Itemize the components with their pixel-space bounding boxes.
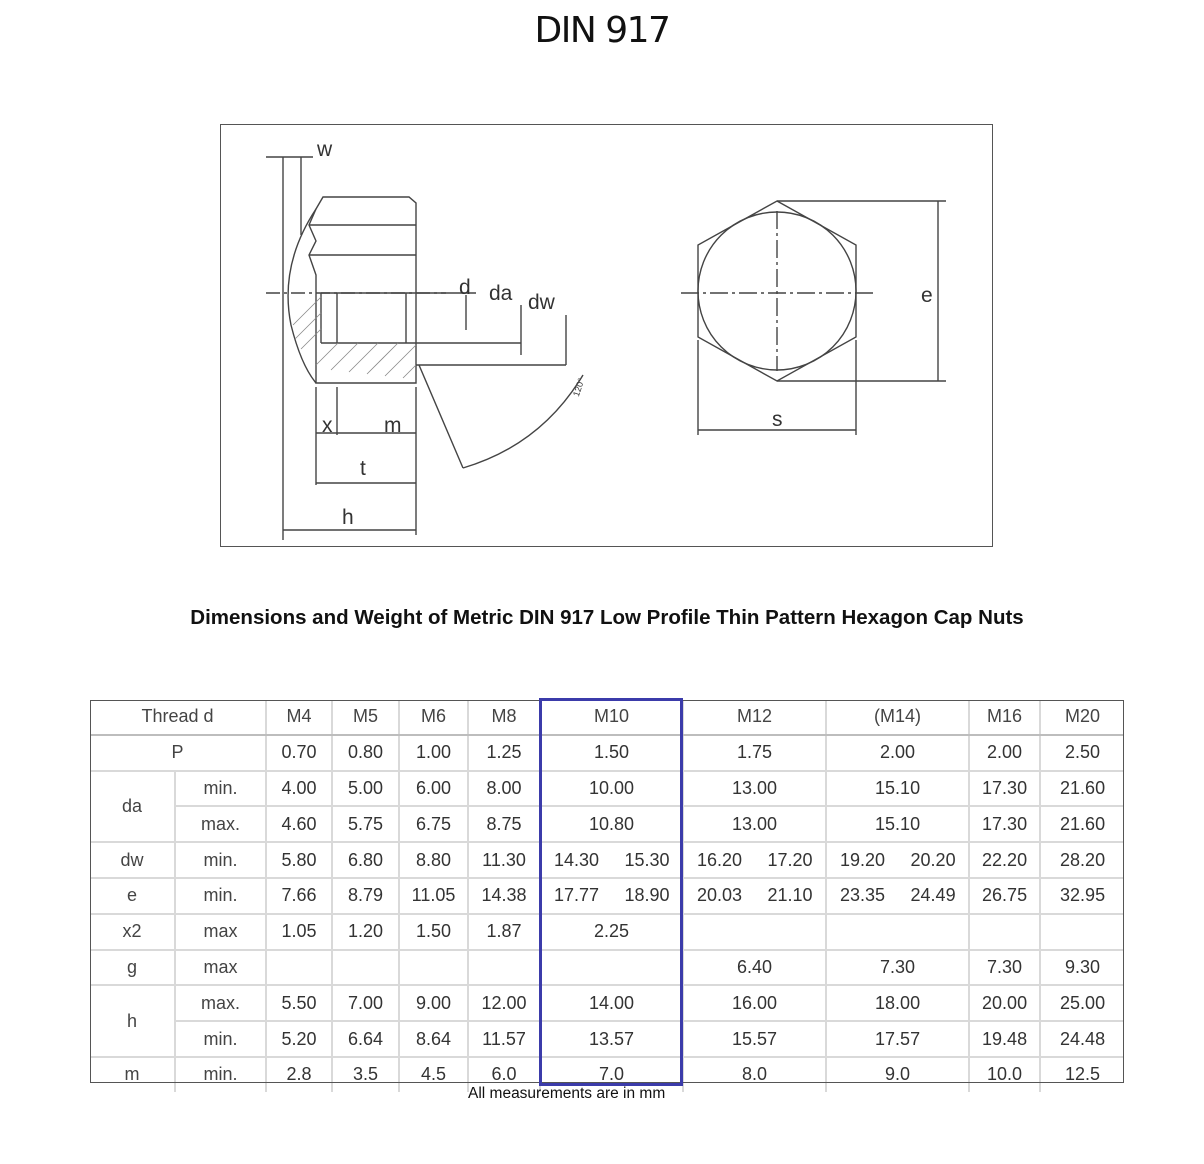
- page-title: DIN 917: [534, 10, 670, 51]
- table-cell: 21.60: [1040, 806, 1124, 842]
- row-qualifier: max.: [175, 806, 266, 842]
- row-qualifier: min.: [175, 878, 266, 914]
- s-label: s: [772, 408, 783, 431]
- table-row-p: [90, 735, 1124, 771]
- table-cell: 5.20: [266, 1021, 332, 1057]
- table-cell: 18.90: [612, 878, 683, 914]
- e-label: e: [921, 284, 933, 307]
- table-header-row: [90, 700, 1124, 735]
- table-cell: 5.80: [266, 842, 332, 878]
- table-cell: 8.80: [399, 842, 468, 878]
- table-cell: 5.00: [332, 771, 399, 807]
- table-cell: 1.05: [266, 914, 332, 950]
- size-header: M4: [266, 700, 332, 735]
- w-label: w: [317, 138, 333, 161]
- row-qualifier: max.: [175, 985, 266, 1021]
- table-cell: 6.40: [683, 950, 826, 986]
- table-cell: 1.20: [332, 914, 399, 950]
- table-cell: 7.30: [826, 950, 969, 986]
- table-cell: 24.49: [898, 878, 969, 914]
- row-group-label: e: [90, 878, 175, 914]
- table-cell: 7.00: [332, 985, 399, 1021]
- thread-d-header: Thread d: [90, 700, 266, 735]
- x-label: x: [322, 414, 333, 437]
- measurement-footnote: All measurements are in mm: [468, 1085, 666, 1102]
- table-cell: 17.77: [540, 878, 612, 914]
- table-cell: 20.00: [969, 985, 1040, 1021]
- table-cell: 6.0: [468, 1057, 540, 1092]
- row-qualifier: max: [175, 914, 266, 950]
- table-cell-empty: [332, 950, 399, 986]
- table-cell: 10.80: [540, 806, 683, 842]
- table-cell: 1.25: [468, 735, 540, 771]
- table-cell: 0.80: [332, 735, 399, 771]
- size-header: M5: [332, 700, 399, 735]
- table-cell: 13.00: [683, 771, 826, 807]
- row-group-label: da: [90, 771, 175, 843]
- table-cell: 13.00: [683, 806, 826, 842]
- table-cell: 10.00: [540, 771, 683, 807]
- table-cell: 14.00: [540, 985, 683, 1021]
- table-row-dw-min: [90, 842, 1124, 878]
- table-cell: 7.66: [266, 878, 332, 914]
- table-cell: 9.00: [399, 985, 468, 1021]
- table-cell: 25.00: [1040, 985, 1124, 1021]
- table-cell: 2.8: [266, 1057, 332, 1092]
- table-cell-empty: [969, 914, 1040, 950]
- table-cell-empty: [266, 950, 332, 986]
- table-cell: 1.50: [399, 914, 468, 950]
- m-label: m: [384, 414, 402, 437]
- table-cell: 26.75: [969, 878, 1040, 914]
- table-cell: 11.57: [468, 1021, 540, 1057]
- row-group-label: dw: [90, 842, 175, 878]
- cap-nut-diagram: [221, 125, 994, 548]
- row-qualifier: min.: [175, 1021, 266, 1057]
- size-header: M20: [1040, 700, 1124, 735]
- table-cell: 14.30: [540, 842, 612, 878]
- angle-label: 120°: [571, 376, 587, 398]
- table-row-x2-max: [90, 914, 1124, 950]
- table-cell: 19.48: [969, 1021, 1040, 1057]
- t-label: t: [360, 457, 366, 480]
- table-cell: 8.64: [399, 1021, 468, 1057]
- technical-drawing: [220, 124, 993, 547]
- table-cell: 12.5: [1040, 1057, 1124, 1092]
- table-cell: 32.95: [1040, 878, 1124, 914]
- table-row-da-min: [90, 771, 1124, 807]
- row-group-label: m: [90, 1057, 175, 1092]
- row-qualifier: min.: [175, 1057, 266, 1092]
- table-cell: 6.00: [399, 771, 468, 807]
- table-cell: 15.10: [826, 771, 969, 807]
- size-header: M8: [468, 700, 540, 735]
- table-cell: 2.50: [1040, 735, 1124, 771]
- table-cell: 11.30: [468, 842, 540, 878]
- table-cell: 21.60: [1040, 771, 1124, 807]
- table-cell: 24.48: [1040, 1021, 1124, 1057]
- h-label: h: [342, 506, 354, 529]
- table-cell: 20.20: [898, 842, 969, 878]
- table-cell: 9.30: [1040, 950, 1124, 986]
- table-cell: 6.75: [399, 806, 468, 842]
- row-group-label: g: [90, 950, 175, 986]
- table-cell: 7.0: [540, 1057, 683, 1092]
- table-cell-empty: [540, 950, 683, 986]
- table-cell: 2.00: [969, 735, 1040, 771]
- table-cell: 7.30: [969, 950, 1040, 986]
- row-qualifier: min.: [175, 771, 266, 807]
- table-cell: 2.25: [540, 914, 683, 950]
- table-cell: 1.87: [468, 914, 540, 950]
- table-cell: 15.10: [826, 806, 969, 842]
- da-label: da: [489, 282, 513, 305]
- table-cell-empty: [1040, 914, 1124, 950]
- row-label: P: [90, 735, 266, 771]
- size-header: M16: [969, 700, 1040, 735]
- table-cell: 17.57: [826, 1021, 969, 1057]
- table-cell: 15.30: [612, 842, 683, 878]
- d-label: d: [459, 276, 471, 299]
- table-cell: 23.35: [826, 878, 898, 914]
- table-row-e-min: [90, 878, 1124, 914]
- size-header: M10: [540, 700, 683, 735]
- table-cell-empty: [683, 914, 826, 950]
- table-cell: 22.20: [969, 842, 1040, 878]
- table-cell: 6.64: [332, 1021, 399, 1057]
- table-cell: 19.20: [826, 842, 898, 878]
- row-qualifier: max: [175, 950, 266, 986]
- dw-label: dw: [528, 291, 555, 314]
- table-cell: 11.05: [399, 878, 468, 914]
- table-cell-empty: [399, 950, 468, 986]
- table-cell: 15.57: [683, 1021, 826, 1057]
- table-cell: 0.70: [266, 735, 332, 771]
- table-cell: 1.50: [540, 735, 683, 771]
- table-cell: 8.00: [468, 771, 540, 807]
- table-row-h-max: [90, 985, 1124, 1021]
- table-row-h-min: [90, 1021, 1124, 1057]
- row-group-label: h: [90, 985, 175, 1057]
- size-header: M12: [683, 700, 826, 735]
- table-cell: 4.00: [266, 771, 332, 807]
- table-cell: 5.75: [332, 806, 399, 842]
- table-cell-empty: [826, 914, 969, 950]
- table-cell: 8.79: [332, 878, 399, 914]
- row-group-label: x2: [90, 914, 175, 950]
- table-cell: 16.00: [683, 985, 826, 1021]
- size-header: (M14): [826, 700, 969, 735]
- table-cell: 12.00: [468, 985, 540, 1021]
- table-cell: 3.5: [332, 1057, 399, 1092]
- table-cell: 17.30: [969, 806, 1040, 842]
- table-heading: Dimensions and Weight of Metric DIN 917 Low Profile Thin Pattern Hexagon Cap Nuts: [190, 606, 1024, 629]
- table-cell: 28.20: [1040, 842, 1124, 878]
- table-cell: 21.10: [755, 878, 826, 914]
- table-cell: 4.5: [399, 1057, 468, 1092]
- size-header: M6: [399, 700, 468, 735]
- table-cell: 14.38: [468, 878, 540, 914]
- cap-dome-outline: [288, 209, 316, 383]
- dimensions-table: [90, 700, 1124, 1092]
- table-cell: 18.00: [826, 985, 969, 1021]
- table-cell: 1.00: [399, 735, 468, 771]
- table-cell: 1.75: [683, 735, 826, 771]
- table-cell: 6.80: [332, 842, 399, 878]
- table-row-da-max: [90, 806, 1124, 842]
- table-cell: 16.20: [683, 842, 755, 878]
- table-cell: 17.30: [969, 771, 1040, 807]
- table-cell: 8.75: [468, 806, 540, 842]
- table-cell: 17.20: [755, 842, 826, 878]
- table-cell: 20.03: [683, 878, 755, 914]
- table-cell: 4.60: [266, 806, 332, 842]
- table-cell: 9.0: [826, 1057, 969, 1092]
- table-cell: 8.0: [683, 1057, 826, 1092]
- row-qualifier: min.: [175, 842, 266, 878]
- table-cell: 2.00: [826, 735, 969, 771]
- table-row-g-max: [90, 950, 1124, 986]
- table-cell: 10.0: [969, 1057, 1040, 1092]
- table-cell-empty: [468, 950, 540, 986]
- table-cell: 13.57: [540, 1021, 683, 1057]
- table-cell: 5.50: [266, 985, 332, 1021]
